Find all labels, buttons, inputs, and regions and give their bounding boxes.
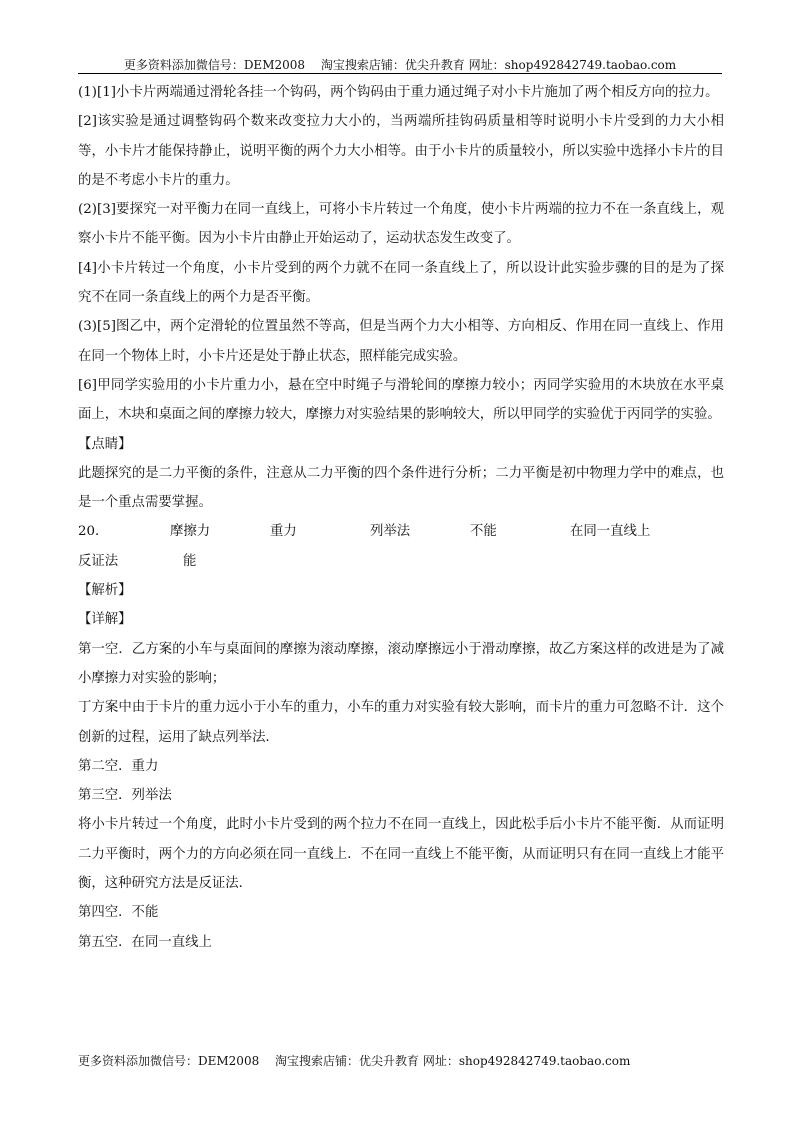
detail-3: 第二空．重力 <box>78 758 159 774</box>
paragraph-6: [6]甲同学实验用的小卡片重力小，悬在空中时绳子与滑轮间的摩擦力较小；丙同学实验用的木块放在水平桌面上，木块和桌面之间的摩擦力较大，摩擦力对实验结果的影响较大，所以甲同学的实验优于丙同学的实验。 <box>78 377 724 423</box>
paragraph-1: (1)[1]小卡片两端通过滑轮各挂一个钩码，两个钩码由于重力通过绳子对小卡片施加了两个相反方向的拉力。 <box>78 85 719 100</box>
xiangjie-heading: 【详解】 <box>78 612 132 628</box>
paragraph-3: (2)[3]要探究一对平衡力在同一直线上，可将小卡片转过一个角度，使小卡片两端的拉力不在一条直线上，观察小卡片不能平衡。因为小卡片由静止开始运动了，运动状态发生改变了。 <box>78 202 724 247</box>
q20-answers-row-2 <box>78 547 724 576</box>
header-divider <box>78 73 722 74</box>
answer-blank: 摩擦力 <box>170 524 211 540</box>
dianjing-text: 此题探究的是二力平衡的条件，注意从二力平衡的四个条件进行分析；二力平衡是初中物理力学中的难点，也是一个重点需要掌握。 <box>78 465 724 511</box>
q20-answers-row-1 <box>78 517 724 546</box>
detail-5: 将小卡片转过一个角度，此时小卡片受到的两个拉力不在同一直线上，因此松手后小卡片不能平衡．从而证明二力平衡时，两个力的方向必须在同一直线上．不在同一直线上不能平衡，从而证明只有在同一直线上才能平衡，这种研究方法是反证法． <box>78 817 724 892</box>
paragraph-4: [4]小卡片转过一个角度，小卡片受到的两个力就不在同一条直线上了，所以设计此实验步骤的目的是为了探究不在同一条直线上的两个力是否平衡。 <box>78 260 724 306</box>
paragraph-2: [2]该实验是通过调整钩码个数来改变拉力大小的，当两端所挂钩码质量相等时说明小卡片受到的力大小相等，小卡片才能保持静止，说明平衡的两个力大小相等。由于小卡片的质量较小，所以实验中选择小卡片的目的是不考虑小卡片的重力。 <box>78 114 724 188</box>
detail-7: 第五空．在同一直线上 <box>78 934 212 950</box>
detail-1: 第一空．乙方案的小车与桌面间的摩擦为滚动摩擦，滚动摩擦远小于滑动摩擦，故乙方案这样的改进是为了减小摩擦力对实验的影响； <box>78 641 724 686</box>
detail-2: 丁方案中由于卡片的重力远小于小车的重力，小车的重力对实验有较大影响，而卡片的重力可忽略不计．这个创新的过程，运用了缺点列举法． <box>78 700 724 745</box>
answer-blank: 列举法 <box>370 524 411 540</box>
detail-4: 第三空．列举法 <box>78 788 172 804</box>
answer-blank: 在同一直线上 <box>570 524 651 540</box>
page-footer: 更多资料添加微信号：DEM2008 淘宝搜索店铺：优尖升教育 网址：shop492842749.taobao.com <box>78 1054 631 1068</box>
document-body <box>78 78 724 957</box>
detail-6: 第四空．不能 <box>78 905 159 921</box>
jiexi-heading: 【解析】 <box>78 583 132 599</box>
answer-blank: 重力 <box>270 524 297 540</box>
dianjing-heading: 【点睛】 <box>78 436 132 452</box>
answer-blank: 反证法 <box>78 553 119 569</box>
question-number: 20． <box>78 524 109 540</box>
answer-blank: 能 <box>183 553 197 569</box>
page-header: 更多资料添加微信号：DEM2008 淘宝搜索店铺：优尖升教育 网址：shop492842749.taobao.com <box>123 58 677 72</box>
paragraph-5: (3)[5]图乙中，两个定滑轮的位置虽然不等高，但是当两个力大小相等、方向相反、作用在同一直线上、作用在同一个物体上时，小卡片还是处于静止状态，照样能完成实验。 <box>78 319 724 364</box>
answer-blank: 不能 <box>470 524 497 540</box>
